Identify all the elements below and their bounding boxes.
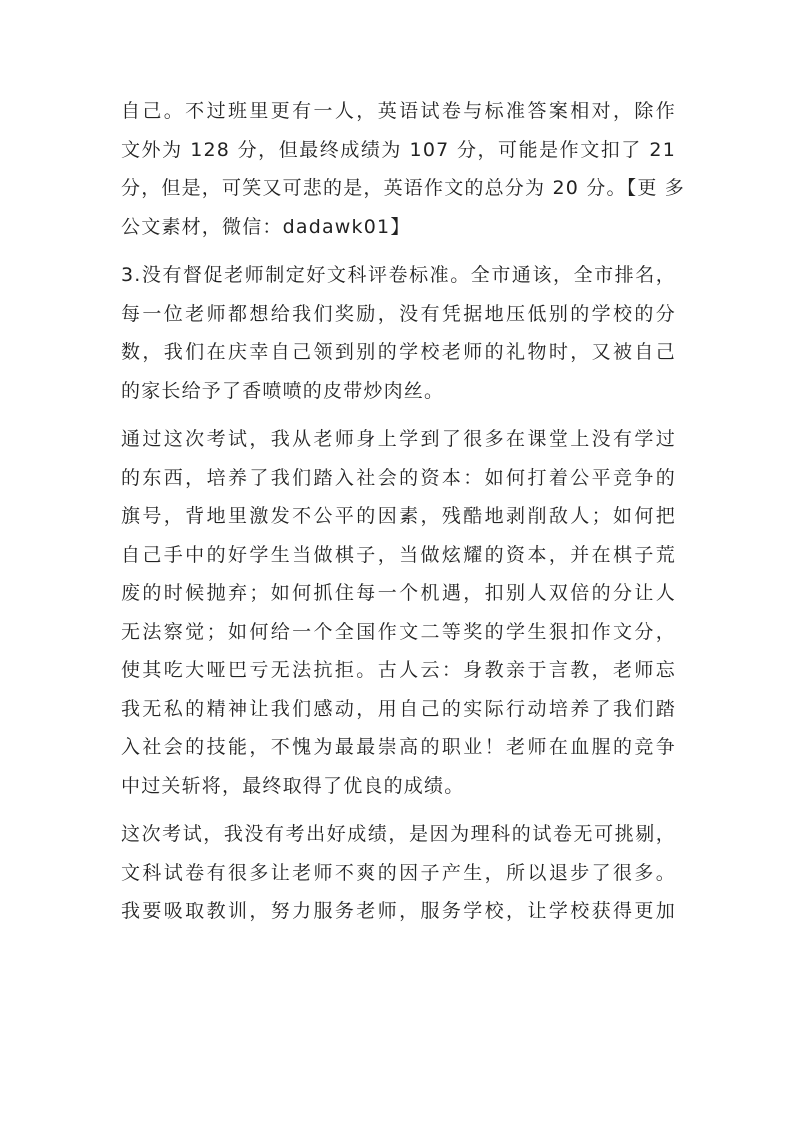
paragraph-1: [121, 92, 685, 246]
text-line: 我无私的精神让我们感动，用自己的实际行动培养了我们踏: [121, 697, 676, 720]
text-line: 我要吸取教训，努力服务老师，服务学校，让学校获得更加: [121, 900, 676, 922]
paragraph-4: [121, 815, 676, 931]
text-line: 通过这次考试，我从老师身上学到了很多在课堂上没有学过: [121, 428, 676, 450]
text-line: 的家长给予了香喷喷的皮带炒肉丝。: [121, 379, 445, 402]
paragraph-3: [121, 420, 676, 805]
text-line: 文外为 128 分，但最终成绩为 107 分，可能是作文扣了 21: [121, 138, 676, 161]
document-body: [121, 92, 685, 941]
text-line: 无法察觉；如何给一个全国作文二等奖的学生狠扣作文分，: [121, 620, 676, 643]
text-line: 中过关斩将，最终取得了优良的成绩。: [121, 774, 465, 797]
text-line: 3.没有督促老师制定好文科评卷标准。全市通该，全市排名，: [121, 264, 676, 286]
text-line: 旗号，背地里激发不公平的因素，残酷地剥削敌人；如何把: [121, 505, 676, 527]
text-line: 分，但是，可笑又可悲的是，英语作文的总分为 20 分。【更 多: [121, 177, 685, 199]
text-line: 数，我们在庆幸自己领到别的学校老师的礼物时，又被自己: [121, 341, 676, 363]
text-line: 自己。不过班里更有一人，英语试卷与标准答案相对，除作: [121, 100, 676, 122]
text-line: 使其吃大哑巴亏无法抗拒。古人云：身教亲于言教，老师忘: [121, 659, 676, 681]
text-line: 废的时候抛弃；如何抓住每一个机遇，扣别人双倍的分让人: [121, 582, 676, 604]
text-line: 文科试卷有很多让老师不爽的因子产生，所以退步了很多。: [121, 861, 676, 884]
text-line: 入社会的技能，不愧为最最崇高的职业！老师在血腥的竞争: [121, 736, 676, 758]
paragraph-2: [121, 256, 676, 410]
text-line: 每一位老师都想给我们奖励，没有凭据地压低别的学校的分: [121, 302, 676, 325]
text-line: 自己手中的好学生当做棋子，当做炫耀的资本，并在棋子荒: [121, 543, 676, 566]
text-line: 这次考试，我没有考出好成绩，是因为理科的试卷无可挑剔，: [121, 823, 676, 845]
text-line: 的东西，培养了我们踏入社会的资本：如何打着公平竞争的: [121, 466, 676, 489]
text-line: 公文素材，微信：dadawk01】: [121, 215, 411, 238]
